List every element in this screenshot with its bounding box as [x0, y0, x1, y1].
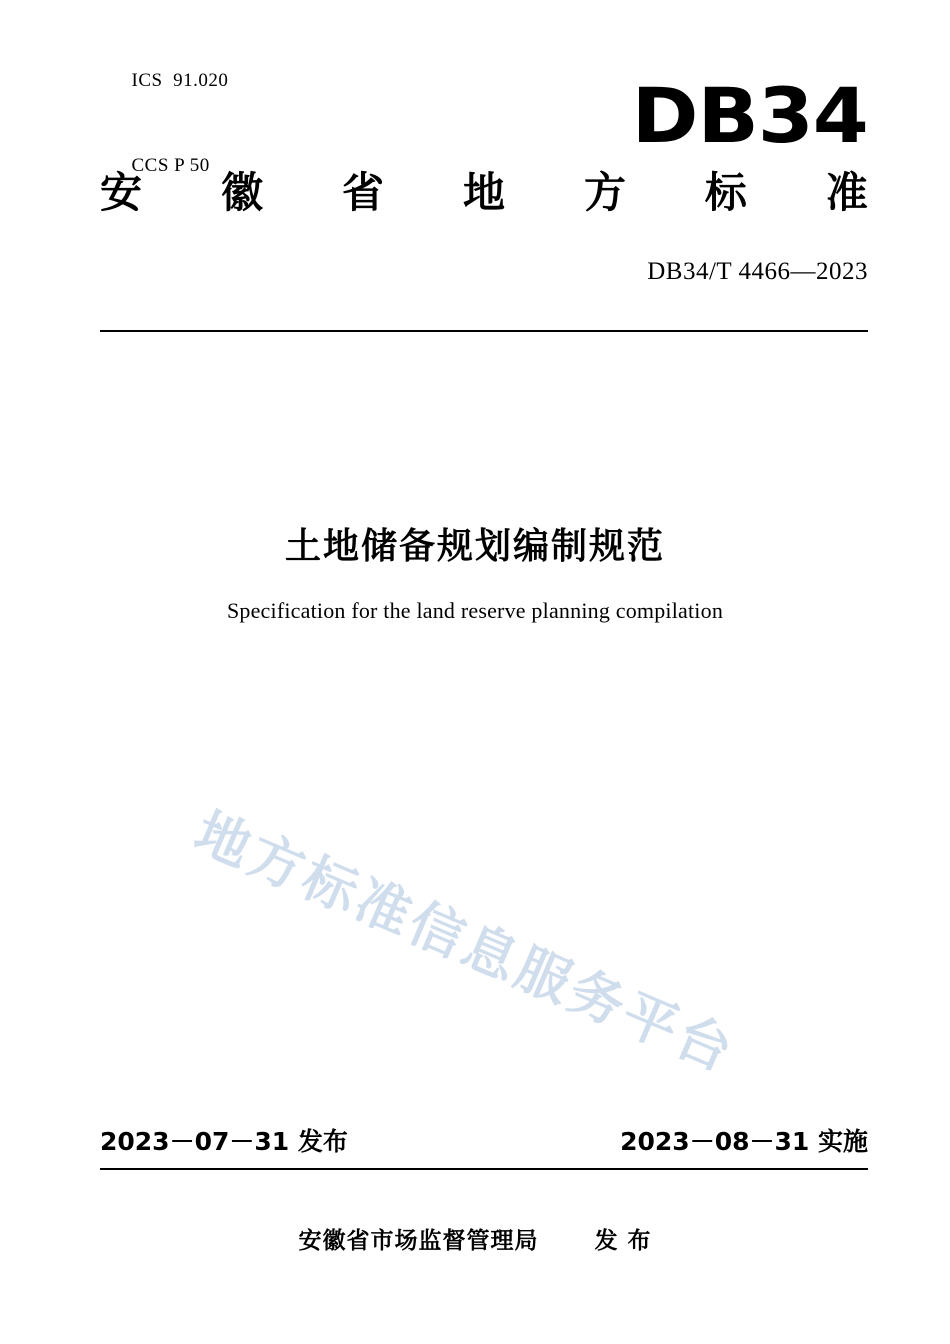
header-divider — [100, 330, 868, 332]
dates-row — [100, 1122, 868, 1158]
title-char-6: 准 — [825, 168, 868, 217]
ics-code-line — [100, 38, 228, 124]
title-char-3: 地 — [462, 168, 505, 217]
ics-value: 91.020 — [173, 69, 229, 91]
title-char-0: 安 — [100, 168, 143, 217]
db34-logo: DB34 — [631, 71, 868, 160]
issuer-organization: 安徽省市场监督管理局 — [298, 1228, 539, 1254]
issuer-action: 发 布 — [594, 1228, 652, 1254]
implement-date: 2023－08－31 实施 — [620, 1127, 868, 1156]
footer-divider — [100, 1168, 868, 1170]
document-title-english: Specification for the land reserve planning compilation — [226, 598, 724, 623]
document-title-chinese: 土地储备规划编制规范 — [284, 526, 665, 567]
watermark-text: 地方标准信息服务平台 — [186, 800, 745, 1085]
province-standard-title — [100, 168, 868, 217]
issuing-authority — [0, 1222, 950, 1255]
ccs-label: CCS — [131, 155, 169, 176]
ccs-value: P 50 — [174, 155, 210, 176]
title-char-5: 标 — [704, 168, 747, 217]
ics-label: ICS — [131, 69, 163, 91]
title-char-2: 省 — [341, 168, 384, 217]
publish-date: 2023－07－31 发布 — [100, 1127, 348, 1156]
title-char-1: 徽 — [220, 168, 263, 217]
title-char-4: 方 — [583, 168, 626, 217]
standard-number: DB34/T 4466—2023 — [647, 258, 868, 285]
